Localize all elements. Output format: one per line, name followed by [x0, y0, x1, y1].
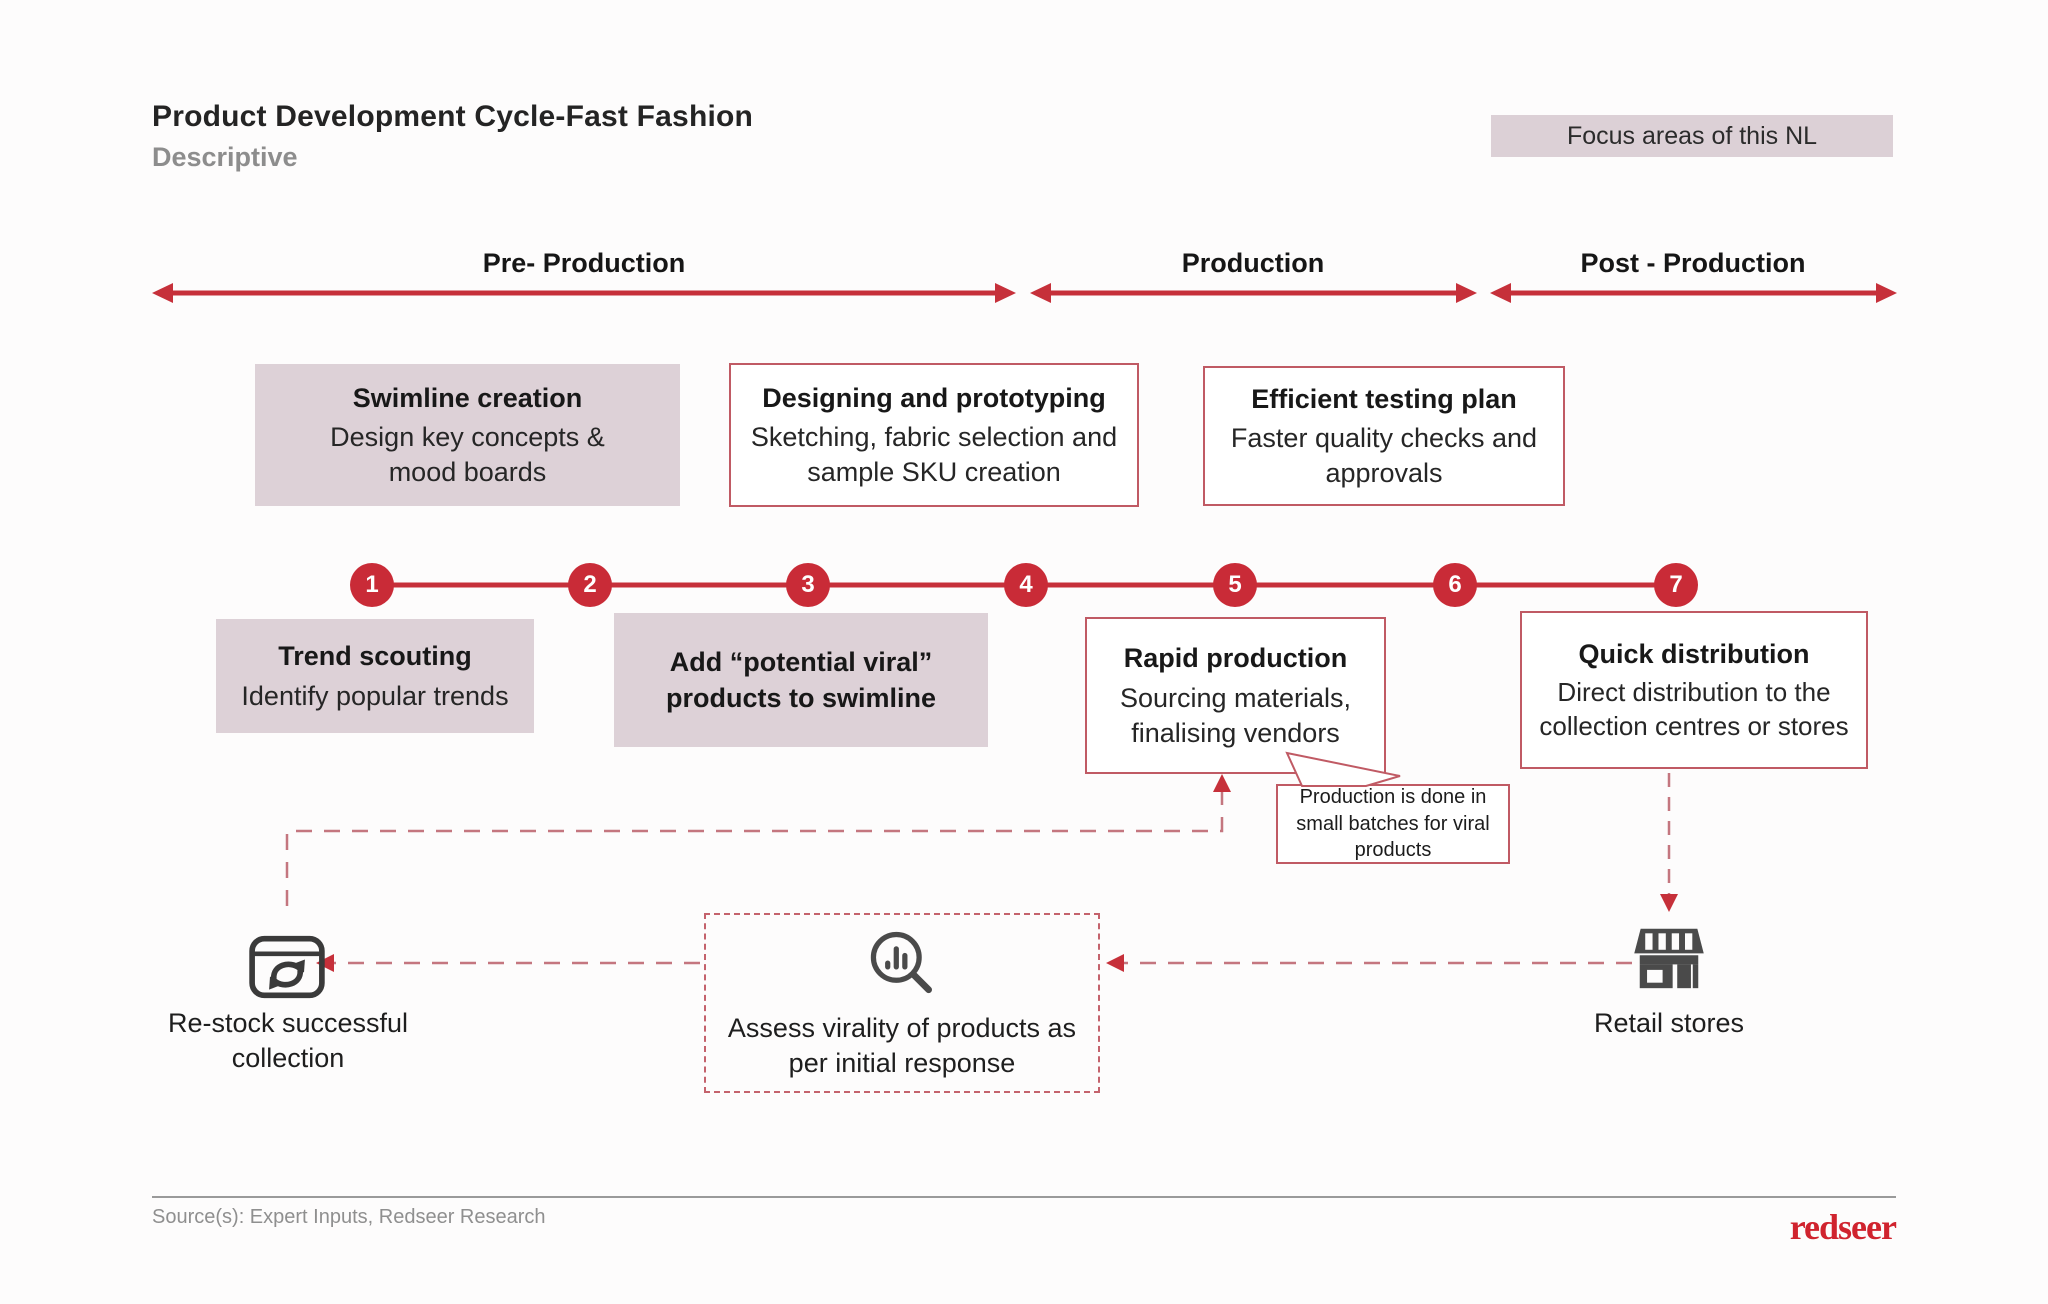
down-arrowhead-retail [1660, 894, 1678, 912]
timeline-step-3: 3 [786, 563, 830, 607]
box-title: Swimline creation [352, 382, 583, 413]
phase-arrow-post-production [1490, 283, 1897, 303]
box-designing-prototyping [729, 363, 1139, 507]
box-quick-distribution [1520, 611, 1868, 769]
box-title: Rapid production [1123, 643, 1348, 674]
loop-up-arrowhead [1213, 774, 1231, 792]
timeline-step-4: 4 [1004, 563, 1048, 607]
callout-small-batches [1276, 784, 1510, 864]
timeline-step-5: 5 [1213, 563, 1257, 607]
storefront-icon [1634, 926, 1704, 990]
page-subtitle: Descriptive [152, 142, 298, 172]
phase-label-pre-production: Pre- Production [482, 248, 686, 278]
box-title: Quick distribution [1578, 638, 1810, 669]
box-trend-scouting [216, 619, 534, 733]
timeline-step-1: 1 [350, 563, 394, 607]
magnifier-chart-icon [862, 925, 942, 1005]
timeline-step-2: 2 [568, 563, 612, 607]
box-body: Faster quality checks and approvals [1230, 423, 1538, 489]
box-body: Sketching, fabric selection and sample SKU creation [750, 422, 1118, 488]
box-add-viral-products [614, 613, 988, 747]
box-sync-icon [247, 934, 327, 1000]
box-body: Design key concepts & mood boards [330, 422, 605, 488]
callout-text: Production is done in small batches for viral products [1296, 786, 1490, 862]
loop-restock-to-rapid-line [287, 792, 1222, 906]
box-body: Identify popular trends [241, 680, 509, 711]
page-title: Product Development Cycle-Fast Fashion [152, 100, 754, 133]
assess-virality-label: Assess virality of products as per initial response [727, 1013, 1077, 1079]
redseer-logo: redseer [1789, 1207, 1896, 1247]
box-body: Direct distribution to the collection centres or stores [1539, 677, 1849, 742]
box-efficient-testing [1203, 366, 1565, 506]
phase-arrow-pre-production [152, 283, 1016, 303]
timeline-step-7: 7 [1654, 563, 1698, 607]
phase-arrow-production [1030, 283, 1477, 303]
restock-label: Re-stock successful collection [167, 1008, 409, 1074]
timeline-step-6: 6 [1433, 563, 1477, 607]
box-swimline-creation [255, 364, 680, 506]
source-note: Source(s): Expert Inputs, Redseer Research [152, 1206, 546, 1228]
box-rapid-production [1085, 617, 1386, 774]
box-title: Add “potential viral” products to swimline [665, 646, 937, 713]
phase-label-post-production: Post - Production [1580, 248, 1806, 278]
phase-label-production: Production [1181, 248, 1325, 278]
box-body: Sourcing materials, finalising vendors [1119, 682, 1352, 748]
focus-areas-tag: Focus areas of this NL [1491, 115, 1893, 157]
assess-virality-box [704, 913, 1100, 1093]
footer-divider [152, 1196, 1896, 1198]
box-title: Designing and prototyping [762, 382, 1106, 413]
loop-left-arrowhead-assess [1106, 954, 1124, 972]
box-title: Efficient testing plan [1251, 383, 1517, 414]
retail-stores-label: Retail stores [1593, 1008, 1745, 1038]
box-title: Trend scouting [278, 641, 472, 672]
